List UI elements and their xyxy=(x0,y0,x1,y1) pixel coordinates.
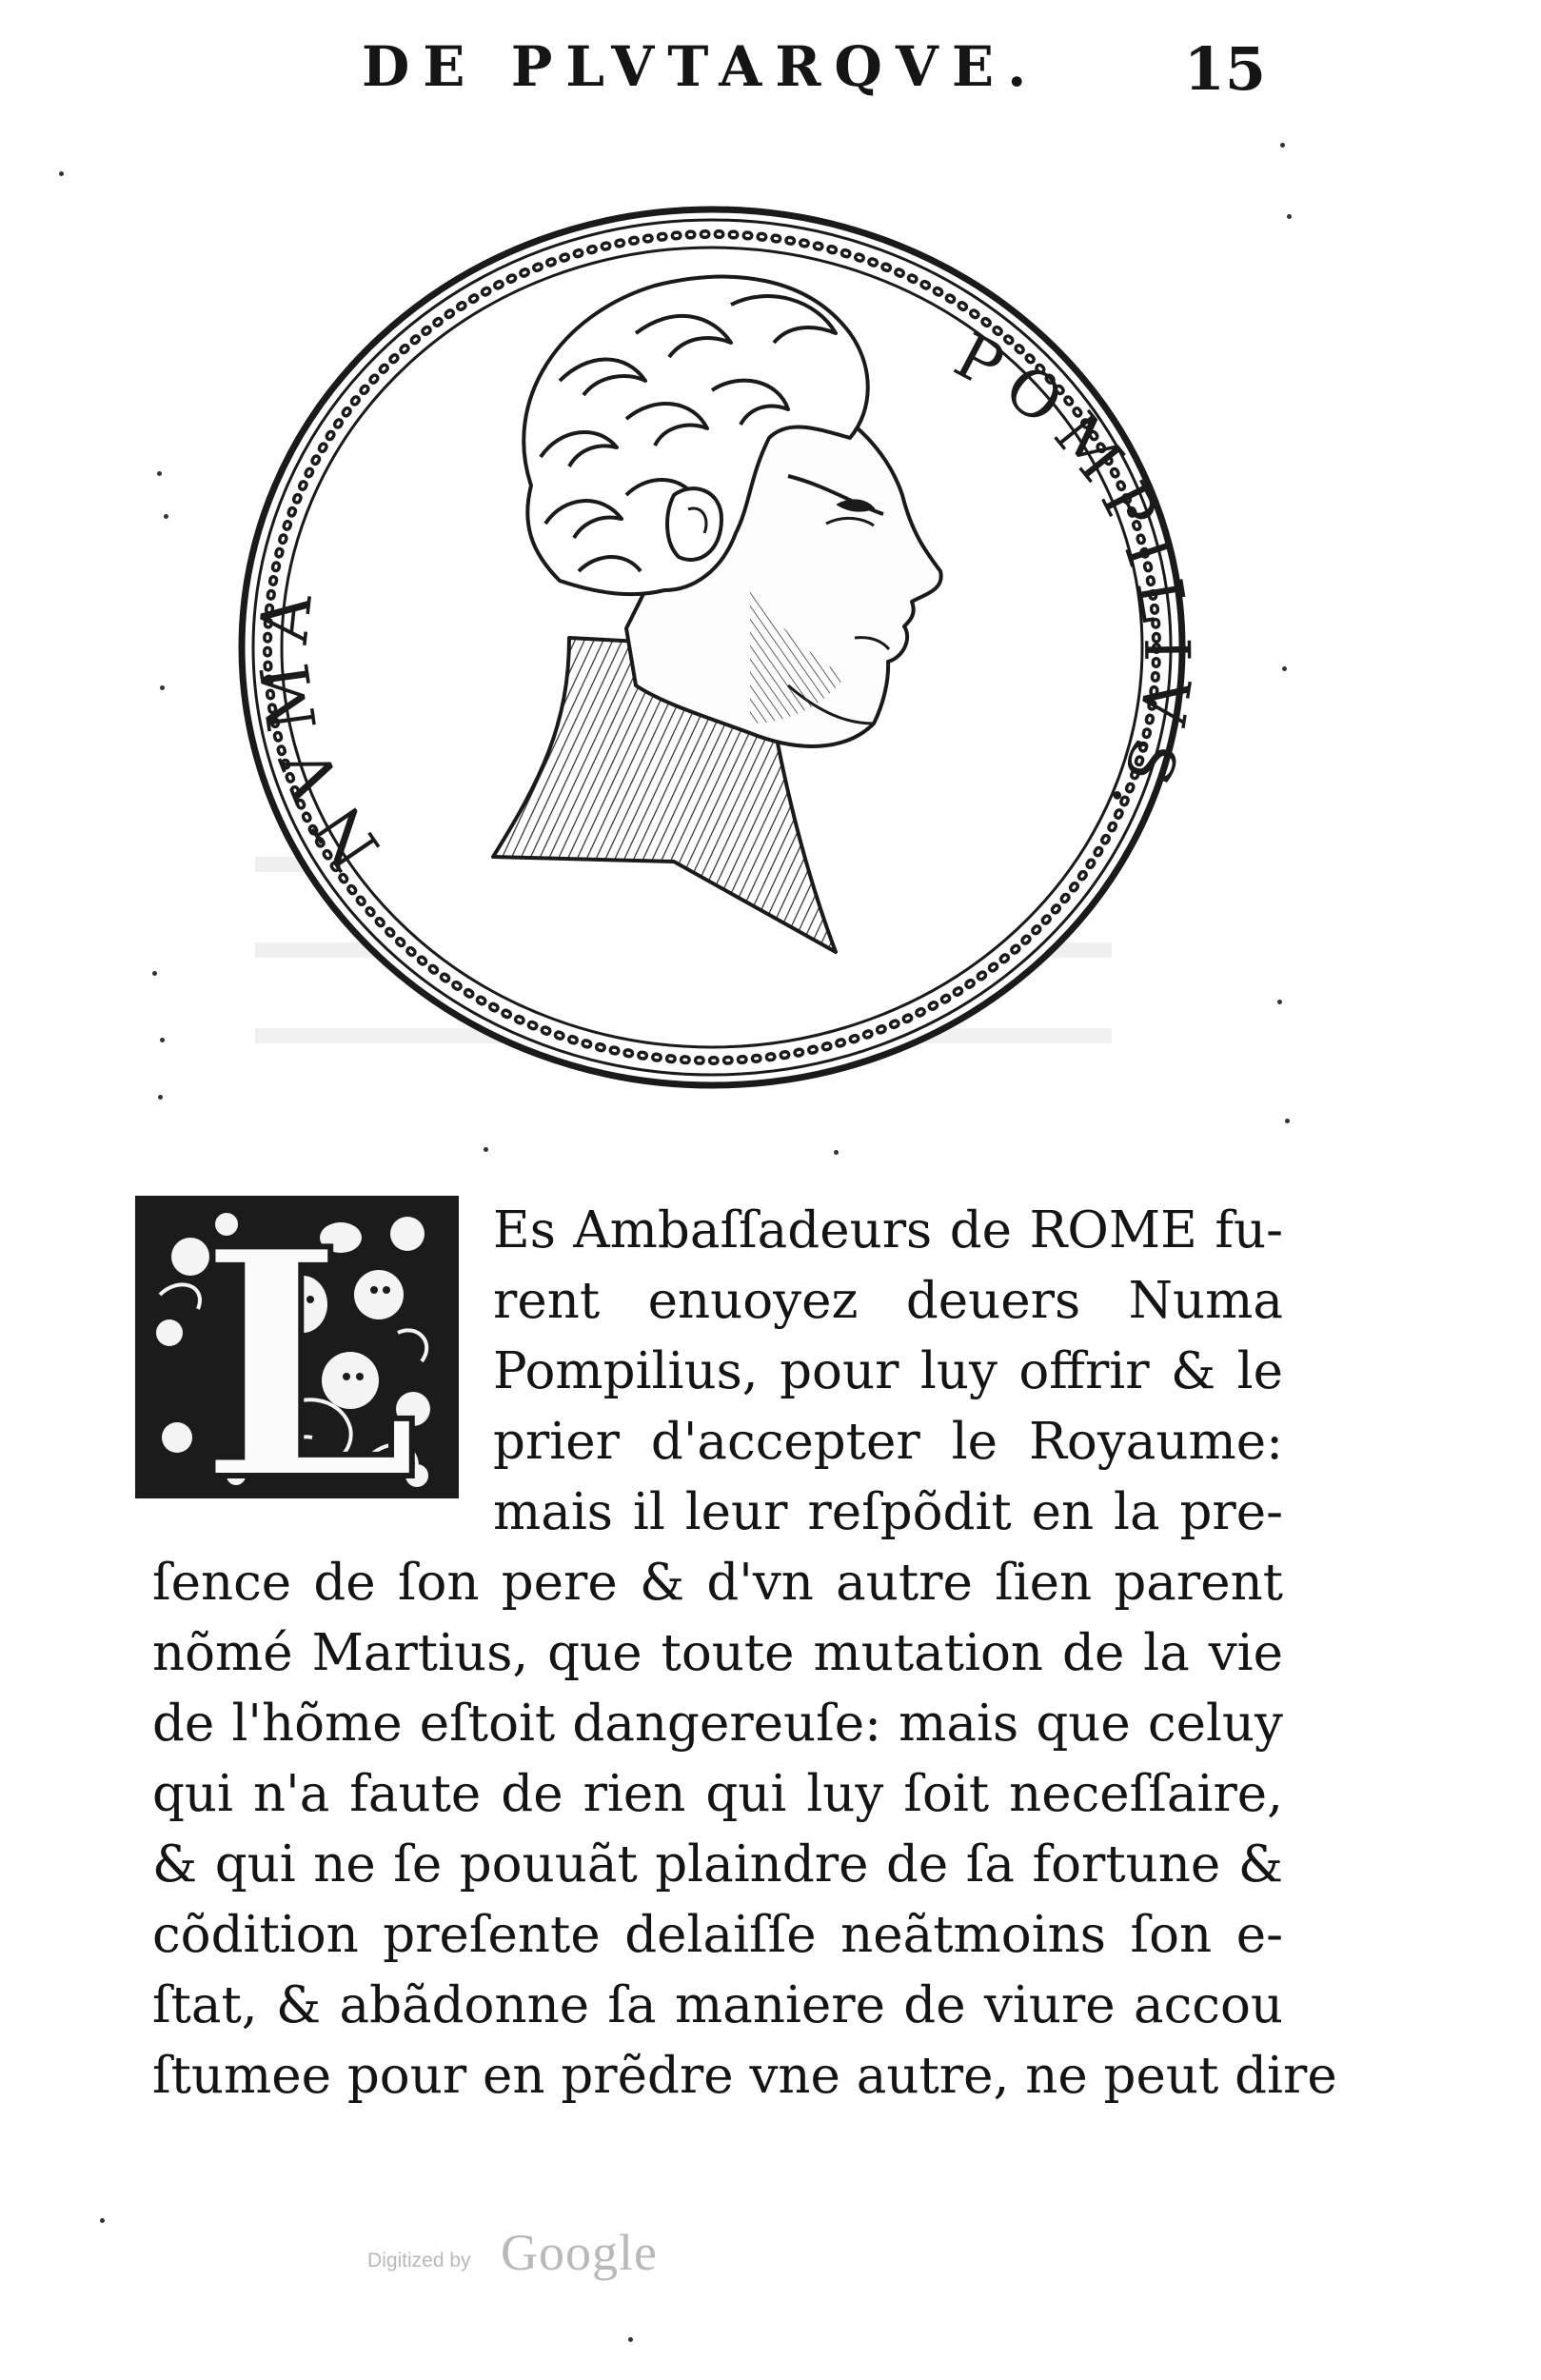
text-line: nõmé Martius, que toute mutation de la vie xyxy=(152,1624,1283,1682)
ink-speck xyxy=(1277,1000,1282,1004)
text-line: qui n'a faute de rien qui luy ſoit neceſſaire, xyxy=(152,1765,1283,1823)
text-line: Es Ambaſſadeurs de ROME fu- xyxy=(493,1201,1283,1259)
text-line: ſence de ſon pere & d'vn autre ſien parent xyxy=(152,1554,1283,1612)
ink-speck xyxy=(1287,214,1292,219)
text-line: mais il leur reſpõdit en la pre- xyxy=(493,1483,1283,1541)
ink-speck xyxy=(628,2337,633,2342)
ink-speck xyxy=(834,1150,839,1155)
text-line: Pompilius, pour luy offrir & le xyxy=(493,1342,1283,1400)
page-number: 15 xyxy=(1183,34,1266,104)
ink-speck xyxy=(59,171,64,176)
inscription-left: NVMA xyxy=(243,575,396,883)
digitized-by-watermark xyxy=(367,2223,710,2290)
ink-speck xyxy=(484,1147,488,1152)
inscription-right: POMPILIVS. xyxy=(943,318,1204,842)
ink-speck xyxy=(158,1095,163,1100)
ink-speck xyxy=(160,1038,165,1042)
ink-speck xyxy=(157,471,162,476)
text-line: ſtat, & abãdonne ſa maniere de viure accou xyxy=(152,1976,1283,2034)
text-line: de l'hõme eſtoit dangereuſe: mais que celuy xyxy=(152,1695,1283,1753)
text-line: prier d'accepter le Royaume: xyxy=(493,1413,1283,1471)
google-wordmark: Google xyxy=(501,2224,658,2281)
running-header xyxy=(362,34,1266,110)
ink-speck xyxy=(1285,1119,1290,1123)
numa-pompilius-medallion xyxy=(217,190,1207,1104)
ink-speck xyxy=(100,2218,105,2223)
text-line: ſtumee pour en prẽdre vne autre, ne peut dire xyxy=(152,2047,1337,2105)
ink-speck xyxy=(164,514,168,519)
text-line: rent enuoyez deuers Numa xyxy=(493,1272,1283,1330)
ink-speck xyxy=(1282,666,1287,671)
text-line: & qui ne ſe pouuãt plaindre de ſa fortune & xyxy=(152,1835,1283,1894)
ink-speck xyxy=(152,971,157,976)
ornamental-drop-cap xyxy=(131,1190,466,1506)
running-title: DE PLVTARQVE. xyxy=(362,34,1040,99)
drop-cap-letter: L xyxy=(198,1190,420,1506)
ink-speck xyxy=(160,685,165,690)
digitized-by-label: Digitized by xyxy=(367,2250,471,2271)
text-line: cõdition preſente delaiſſe neãtmoins ſon e- xyxy=(152,1906,1283,1964)
ink-speck xyxy=(1280,143,1285,148)
